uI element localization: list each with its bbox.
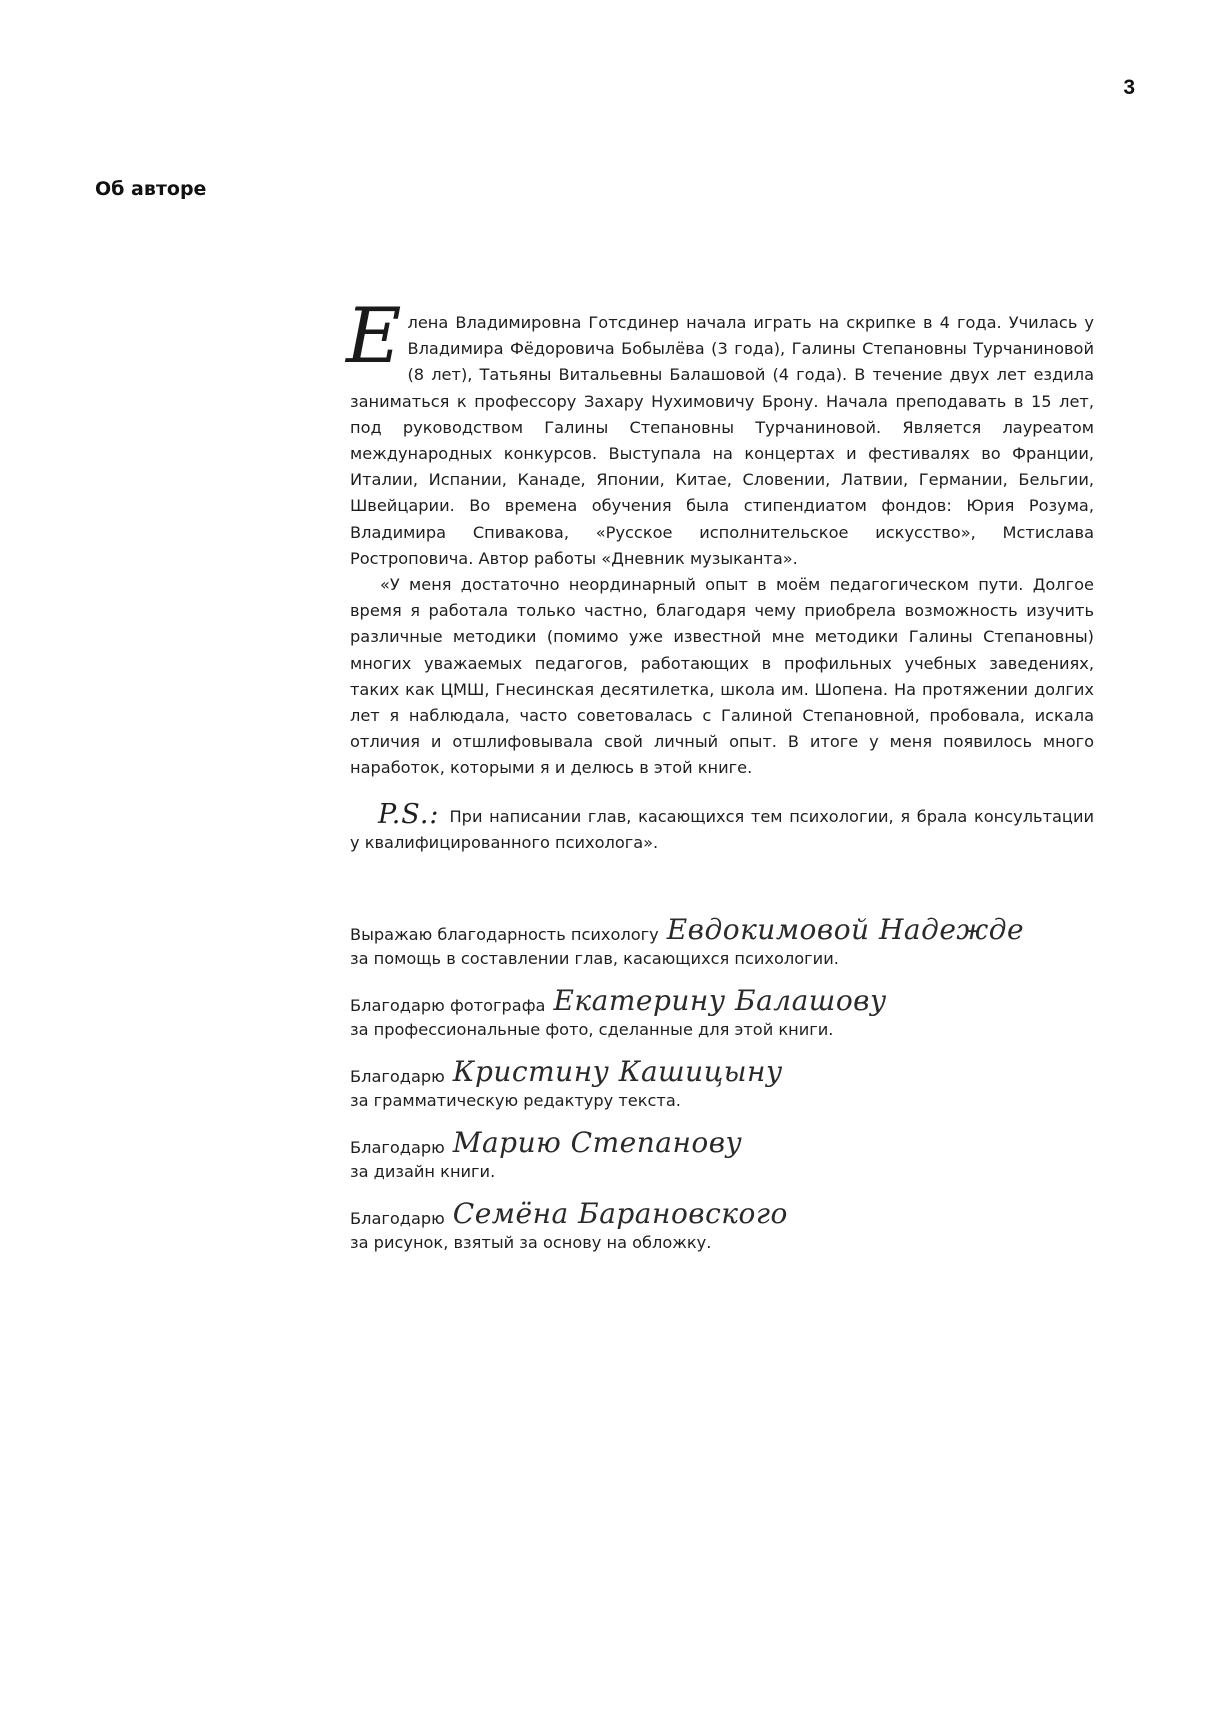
- drop-cap: Е: [346, 291, 402, 380]
- ack-name: Кристину Кашицыну: [452, 1055, 783, 1088]
- ack-name: Марию Степанову: [452, 1126, 743, 1159]
- bio-paragraph-1-text: лена Владимировна Готсдинер начала играть на скрипке в 4 года. Училась у Владимира Фёдоровича Бобылёва (3 года), Галины Степановны Турчаниновой (8 лет), Татьяны Витальевны Балашовой (4 года). В течение двух лет ездила заниматься к профессору Захару Нухимовичу Брону. Начала преподавать в 15 лет, под руководством Галины Степановны Турчаниновой. Является лауреатом международных конкурсов. Выступала на концертах и фестивалях во Франции, Италии, Испании, Канаде, Японии, Китае, Словении, Латвии, Германии, Бельгии, Швейцарии. Во времена обучения была стипендиатом фондов: Юрия Розума, Владимира Спивакова, «Русское исполнительское искусство», Мстислава Ростроповича. Автор работы «Дневник музыканта».: [350, 313, 1094, 568]
- ack-reason: за профессиональные фото, сделанные для этой книги.: [350, 1020, 834, 1039]
- author-bio: [346, 291, 1094, 856]
- ack-prefix: Выражаю благодарность психологу: [350, 925, 659, 944]
- ack-prefix: Благодарю: [350, 1138, 445, 1157]
- ack-name: Екатерину Балашову: [553, 984, 887, 1017]
- ack-reason: за грамматическую редактуру текста.: [350, 1091, 681, 1110]
- ack-name: Евдокимовой Надежде: [666, 913, 1025, 946]
- section-title: Об авторе: [95, 178, 207, 200]
- ps-text: При написании глав, касающихся тем психологии, я брала консультации у квалифицированного психолога».: [350, 806, 1094, 852]
- postscript: [350, 798, 1094, 856]
- bio-paragraph-2: «У меня достаточно неординарный опыт в моём педагогическом пути. Долгое время я работала только частно, благодаря чему приобрела возможность изучить различные методики (помимо уже известной мне методики Галины Степановны) многих уважаемых педагогов, работающих в профильных учебных заведениях, таких как ЦМШ, Гнесинская десятилетка, школа им. Шопена. На протяжении долгих лет я наблюдала, часто советовалась с Галиной Степановной, пробовала, искала отличия и отшлифовывала свой личный опыт. В итоге у меня появилось много наработок, которыми я и делюсь в этой книге.: [350, 575, 1094, 778]
- acknowledgement-item: [350, 1197, 1110, 1255]
- page-number: 3: [1123, 76, 1135, 99]
- ack-prefix: Благодарю: [350, 1209, 445, 1228]
- ps-label: P.S.:: [378, 798, 440, 830]
- acknowledgement-item: [350, 1126, 1110, 1184]
- acknowledgement-item: [350, 913, 1110, 971]
- ack-reason: за рисунок, взятый за основу на обложку.: [350, 1233, 712, 1252]
- ack-name: Семёна Барановского: [452, 1197, 788, 1230]
- bio-paragraph-1: [346, 291, 1094, 572]
- ack-prefix: Благодарю фотографа: [350, 996, 546, 1015]
- ack-reason: за дизайн книги.: [350, 1162, 496, 1181]
- ack-prefix: Благодарю: [350, 1067, 445, 1086]
- acknowledgement-item: [350, 984, 1110, 1042]
- acknowledgement-item: [350, 1055, 1110, 1113]
- acknowledgements: [350, 913, 1110, 1273]
- ack-reason: за помощь в составлении глав, касающихся психологии.: [350, 949, 839, 968]
